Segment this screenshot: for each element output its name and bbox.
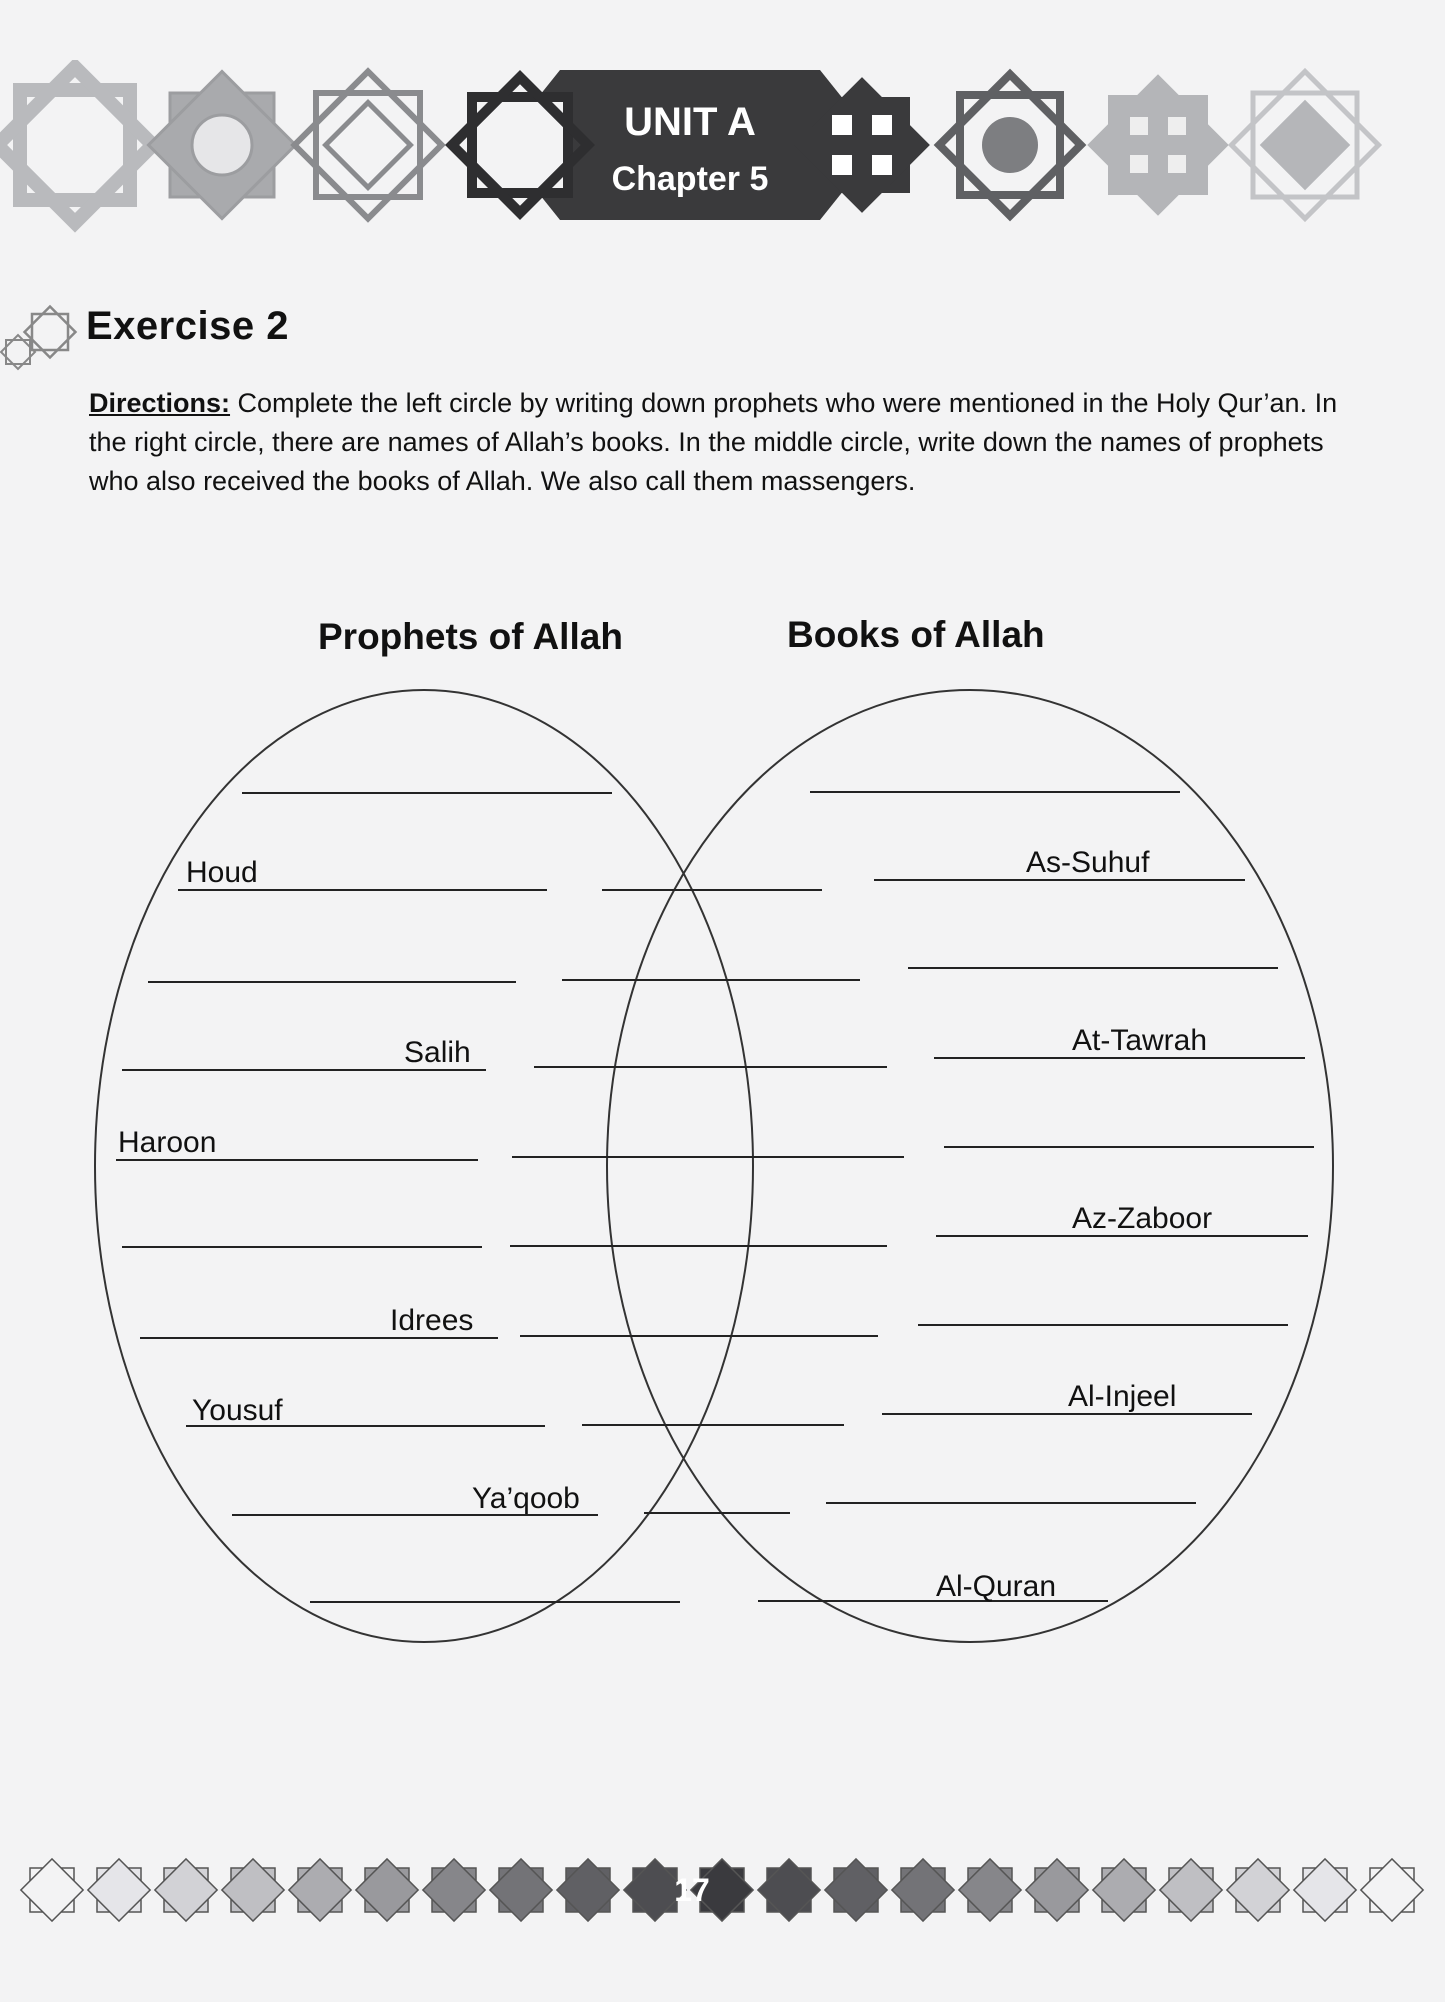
left-circle xyxy=(95,690,753,1642)
directions-text: Complete the left circle by writing down prophets who were mentioned in the Holy Qur’an. In the right circle, there are names of Allah’s books. In the middle circle, write down the names of prophets who also received the books of Allah. We also call them massengers. xyxy=(89,388,1338,496)
footer-star-icon xyxy=(423,1859,485,1921)
footer-star-icon xyxy=(88,1859,150,1921)
footer-star-icon xyxy=(892,1859,954,1921)
unit-title: UNIT A xyxy=(624,100,756,144)
footer-star-icon xyxy=(356,1859,418,1921)
left-circle-lines xyxy=(116,793,680,1602)
footer-star-icon xyxy=(758,1859,820,1921)
footer-star-icon xyxy=(1361,1859,1423,1921)
prophet-answer: Houd xyxy=(186,856,258,889)
book-answer: Az-Zaboor xyxy=(1072,1202,1213,1235)
page-number: 17 xyxy=(674,1872,710,1908)
footer-star-icon xyxy=(155,1859,217,1921)
book-answer: At-Tawrah xyxy=(1072,1024,1208,1057)
footer-star-icon xyxy=(557,1859,619,1921)
footer-star-icon xyxy=(825,1859,887,1921)
footer-star-icon xyxy=(222,1859,284,1921)
prophet-answer: Idrees xyxy=(390,1304,474,1337)
prophet-answer: Yousuf xyxy=(192,1394,283,1427)
chapter-title: Chapter 5 xyxy=(611,160,769,198)
book-answer: As-Suhuf xyxy=(1026,846,1150,879)
middle-circle-lines xyxy=(510,890,904,1513)
left-circle-title: Prophets of Allah xyxy=(318,616,623,657)
prophet-answer: Ya’qoob xyxy=(472,1482,580,1515)
right-circle-title: Books of Allah xyxy=(787,614,1045,655)
exercise-title: Exercise 2 xyxy=(86,304,289,348)
footer-star-icon xyxy=(1294,1859,1356,1921)
footer-star-icon xyxy=(1026,1859,1088,1921)
footer-star-icon xyxy=(1227,1859,1289,1921)
footer-star-icon xyxy=(959,1859,1021,1921)
footer-star-icon xyxy=(21,1859,83,1921)
directions-label: Directions: xyxy=(89,388,231,418)
right-circle xyxy=(607,690,1333,1642)
prophet-answer: Haroon xyxy=(118,1126,217,1159)
footer-star-icon xyxy=(1160,1859,1222,1921)
footer-star-icon xyxy=(1093,1859,1155,1921)
right-circle-lines xyxy=(758,792,1314,1601)
book-answer: Al-Injeel xyxy=(1068,1380,1177,1413)
book-answer: Al-Quran xyxy=(936,1570,1057,1603)
prophet-answer: Salih xyxy=(404,1036,471,1069)
footer-ornament-strip xyxy=(0,1848,1445,1938)
footer-star-icon xyxy=(289,1859,351,1921)
footer-star-icon xyxy=(490,1859,552,1921)
